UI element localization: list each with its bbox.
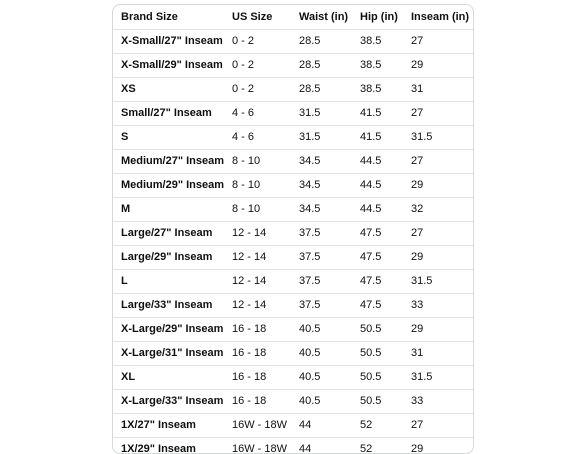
table-row [113,342,473,366]
table-row [113,150,473,174]
waist-cell: 40.5 [291,366,352,390]
hip-cell: 44.5 [352,198,403,222]
brand-size-cell: X-Small/27" Inseam [113,30,224,54]
brand-size-cell: Large/27" Inseam [113,222,224,246]
brand-size-cell: XS [113,78,224,102]
us-size-cell: 16W - 18W [224,414,291,438]
inseam-cell: 29 [403,54,473,78]
hip-cell: 38.5 [352,30,403,54]
brand-size-cell: L [113,270,224,294]
us-size-cell: 12 - 14 [224,270,291,294]
header-brand-size: Brand Size [113,5,224,30]
hip-cell: 47.5 [352,246,403,270]
hip-cell: 44.5 [352,150,403,174]
us-size-cell: 16 - 18 [224,366,291,390]
us-size-cell: 8 - 10 [224,150,291,174]
table-row [113,174,473,198]
table-row [113,294,473,318]
brand-size-cell: Large/33" Inseam [113,294,224,318]
waist-cell: 44 [291,438,352,454]
brand-size-cell: X-Small/29" Inseam [113,54,224,78]
hip-cell: 50.5 [352,318,403,342]
table-row [113,102,473,126]
waist-cell: 34.5 [291,198,352,222]
brand-size-cell: Medium/27" Inseam [113,150,224,174]
inseam-cell: 31.5 [403,270,473,294]
inseam-cell: 29 [403,318,473,342]
table-row [113,390,473,414]
brand-size-cell: X-Large/31" Inseam [113,342,224,366]
waist-cell: 28.5 [291,54,352,78]
inseam-cell: 27 [403,30,473,54]
waist-cell: 44 [291,414,352,438]
hip-cell: 47.5 [352,222,403,246]
size-chart [112,4,474,454]
hip-cell: 41.5 [352,126,403,150]
header-row [113,5,473,30]
waist-cell: 40.5 [291,390,352,414]
us-size-cell: 16 - 18 [224,318,291,342]
hip-cell: 52 [352,438,403,454]
us-size-cell: 16 - 18 [224,390,291,414]
brand-size-cell: M [113,198,224,222]
us-size-cell: 8 - 10 [224,174,291,198]
table-row [113,318,473,342]
hip-cell: 44.5 [352,174,403,198]
waist-cell: 37.5 [291,222,352,246]
brand-size-cell: Small/27" Inseam [113,102,224,126]
inseam-cell: 29 [403,246,473,270]
table-row [113,270,473,294]
waist-cell: 37.5 [291,294,352,318]
us-size-cell: 12 - 14 [224,222,291,246]
header-us-size: US Size [224,5,291,30]
table-row [113,366,473,390]
inseam-cell: 31 [403,342,473,366]
size-chart-header [113,5,473,30]
table-row [113,30,473,54]
table-row [113,126,473,150]
inseam-cell: 31.5 [403,126,473,150]
waist-cell: 28.5 [291,30,352,54]
us-size-cell: 12 - 14 [224,246,291,270]
inseam-cell: 27 [403,102,473,126]
us-size-cell: 0 - 2 [224,54,291,78]
hip-cell: 50.5 [352,342,403,366]
waist-cell: 28.5 [291,78,352,102]
us-size-cell: 12 - 14 [224,294,291,318]
brand-size-cell: 1X/29" Inseam [113,438,224,454]
hip-cell: 41.5 [352,102,403,126]
size-chart-table [113,5,473,454]
brand-size-cell: 1X/27" Inseam [113,414,224,438]
brand-size-cell: X-Large/29" Inseam [113,318,224,342]
waist-cell: 34.5 [291,150,352,174]
brand-size-cell: X-Large/33" Inseam [113,390,224,414]
waist-cell: 37.5 [291,246,352,270]
hip-cell: 47.5 [352,270,403,294]
inseam-cell: 31 [403,78,473,102]
size-chart-body [113,30,473,454]
brand-size-cell: Medium/29" Inseam [113,174,224,198]
hip-cell: 47.5 [352,294,403,318]
us-size-cell: 4 - 6 [224,126,291,150]
hip-cell: 38.5 [352,78,403,102]
waist-cell: 40.5 [291,342,352,366]
brand-size-cell: S [113,126,224,150]
us-size-cell: 0 - 2 [224,78,291,102]
inseam-cell: 33 [403,294,473,318]
hip-cell: 38.5 [352,54,403,78]
us-size-cell: 0 - 2 [224,30,291,54]
inseam-cell: 27 [403,222,473,246]
hip-cell: 50.5 [352,390,403,414]
waist-cell: 31.5 [291,126,352,150]
inseam-cell: 27 [403,150,473,174]
us-size-cell: 16W - 18W [224,438,291,454]
header-inseam: Inseam (in) [403,5,473,30]
us-size-cell: 8 - 10 [224,198,291,222]
inseam-cell: 29 [403,174,473,198]
inseam-cell: 32 [403,198,473,222]
waist-cell: 34.5 [291,174,352,198]
table-row [113,222,473,246]
header-waist: Waist (in) [291,5,352,30]
table-row [113,246,473,270]
inseam-cell: 27 [403,414,473,438]
hip-cell: 52 [352,414,403,438]
table-row [113,78,473,102]
inseam-cell: 31.5 [403,366,473,390]
waist-cell: 40.5 [291,318,352,342]
table-row [113,414,473,438]
inseam-cell: 29 [403,438,473,454]
hip-cell: 50.5 [352,366,403,390]
waist-cell: 31.5 [291,102,352,126]
table-row [113,438,473,454]
us-size-cell: 16 - 18 [224,342,291,366]
waist-cell: 37.5 [291,270,352,294]
brand-size-cell: XL [113,366,224,390]
table-row [113,54,473,78]
header-hip: Hip (in) [352,5,403,30]
brand-size-cell: Large/29" Inseam [113,246,224,270]
table-row [113,198,473,222]
us-size-cell: 4 - 6 [224,102,291,126]
inseam-cell: 33 [403,390,473,414]
